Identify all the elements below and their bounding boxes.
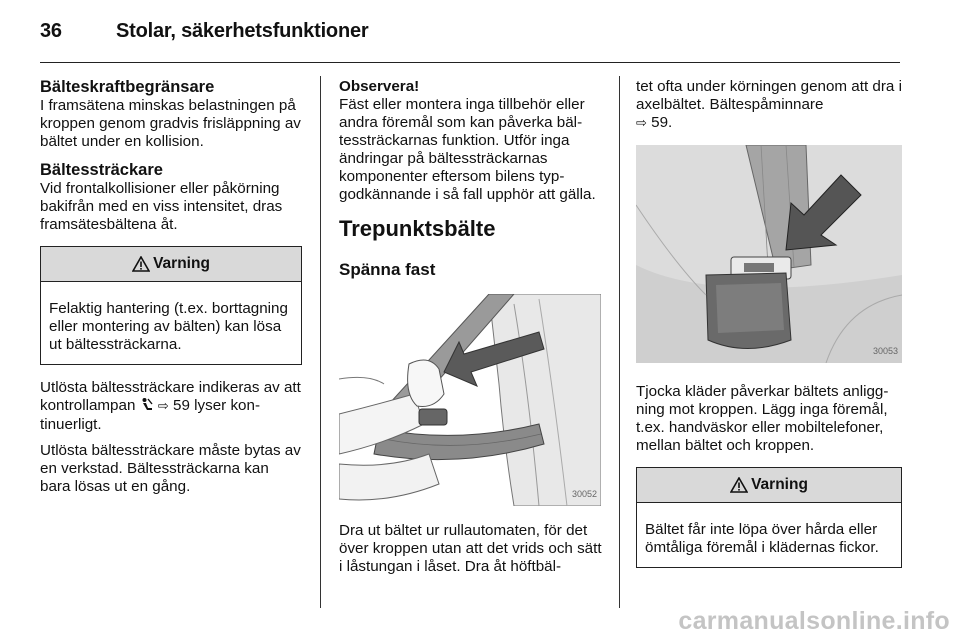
paragraph-replacement: Utlösta bältessträckare måste bytas av en verkstad. Bältessträckarna kan bara lösas ut en gång.: [40, 442, 301, 495]
paragraph-text: Utlösta bältessträckare indikeras av att kontrollampan: [40, 379, 301, 414]
subsection-heading: Spänna fast: [339, 260, 436, 279]
belt-fastening-illustration: [339, 294, 601, 506]
column-2: [339, 78, 603, 584]
section-text: Vid frontalkollisioner eller påkörning bakifrån med en viss intensitet, dras framsätesbältena åt.: [40, 180, 283, 233]
warning-header: [41, 247, 301, 282]
belt-buckle-illustration: [636, 145, 902, 363]
paragraph-text: lyser kontinuerligt.: [40, 397, 260, 433]
figure-number: 30052: [571, 489, 597, 499]
paragraph-text: tet ofta under körningen genom att dra i axelbältet. Bältespåminnare: [636, 78, 902, 113]
warning-box: [636, 467, 902, 568]
warning-box: [40, 246, 302, 365]
warning-triangle-icon: [132, 256, 150, 272]
column-3: [636, 78, 902, 582]
section-belt-force-limiter: [40, 78, 302, 151]
figure-number: 30053: [872, 346, 898, 356]
note-text: Fäst eller montera inga tillbehör eller andra föremål som kan påverka bältessträckarnas funktion. Utför inga ändringar på bältessträckarnas komponenter eftersom bilens typgodkännande i så fall upphör att gälla.: [339, 96, 596, 203]
section-title: Bältessträckare: [40, 161, 163, 179]
section-belt-tensioner: [40, 161, 302, 234]
paragraph-indicator: [40, 379, 302, 434]
paragraph-tighten: [636, 78, 902, 133]
header-rule: [40, 62, 900, 63]
paragraph-clothing: Tjocka kläder påverkar bältets anliggning mot kroppen. Lägg inga föremål, t.ex. handväskor eller mobiltelefoner, mellan bältet och kroppen.: [636, 383, 889, 454]
note-block: [339, 78, 603, 204]
warning-text: Bältet får inte löpa över hårda eller ömtåliga föremål i klädernas fickor.: [645, 521, 879, 556]
note-title: Observera!: [339, 78, 420, 95]
page-ref-arrow-icon: ⇨: [157, 399, 169, 414]
page-title: Stolar, säkerhetsfunktioner: [116, 20, 369, 42]
column-divider: [320, 76, 321, 608]
page-number: 36: [40, 20, 62, 42]
page-header: [40, 20, 368, 46]
warning-label: Varning: [751, 476, 808, 493]
column-1: [40, 78, 302, 504]
column-divider: [619, 76, 620, 608]
warning-body: [41, 282, 301, 364]
section-title: Bälteskraftbegränsare: [40, 78, 215, 96]
section-heading: Trepunktsbälte: [339, 216, 496, 241]
section-text: I framsätena minskas belastningen på kroppen genom gradvis frisläppning av bältet under en kollision.: [40, 97, 301, 150]
warning-text: Felaktig hantering (t.ex. borttagning eller montering av bälten) kan lösa ut bältessträckarna.: [49, 300, 288, 353]
warning-header: [637, 468, 901, 503]
page-ref[interactable]: 59: [173, 397, 190, 414]
warning-body: [637, 503, 901, 567]
paragraph-fasten: Dra ut bältet ur rullautomaten, för det över kroppen utan att det vrids och sätt i låstungan i låset. Dra åt höftbäl-: [339, 522, 602, 575]
page-ref[interactable]: 59.: [651, 114, 673, 131]
watermark: carmanualsonline.info: [678, 607, 950, 635]
page-ref-arrow-icon: ⇨: [636, 116, 647, 131]
warning-triangle-icon: [730, 477, 748, 493]
figure-fastening-belt: [339, 294, 601, 506]
warning-label: Varning: [153, 255, 210, 272]
airbag-warning-light-icon: [140, 397, 154, 412]
figure-buckle: [636, 145, 902, 363]
